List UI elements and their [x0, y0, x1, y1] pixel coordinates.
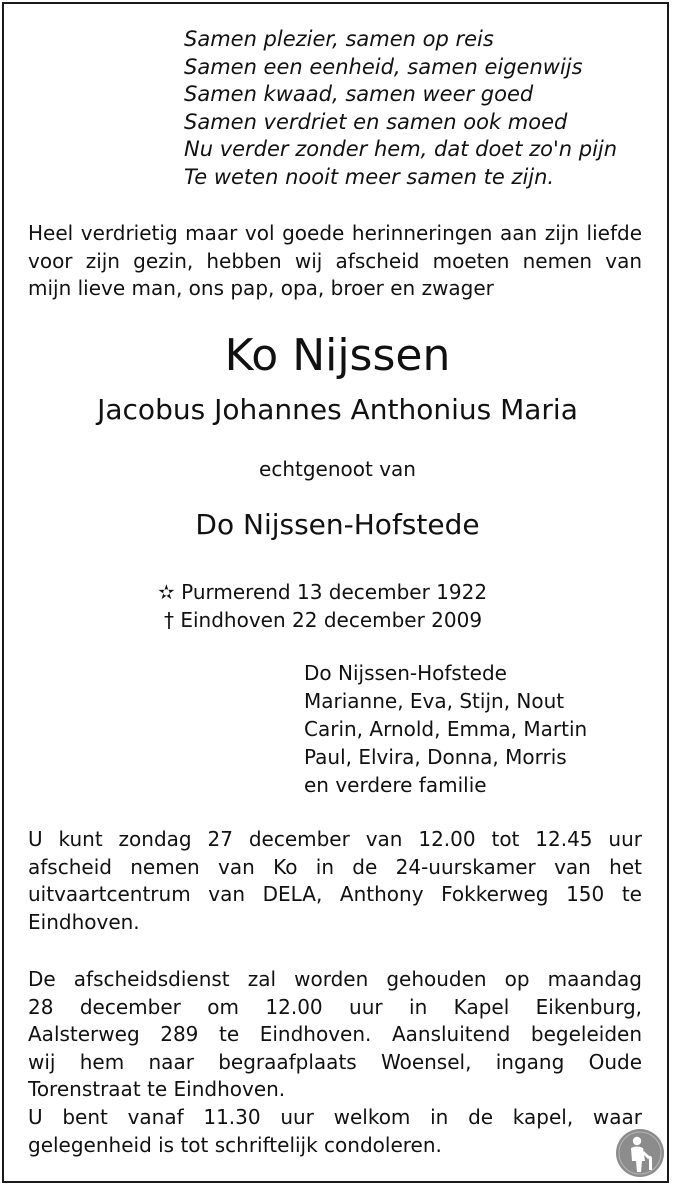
deceased-full-name: Jacobus Johannes Anthonius Maria: [97, 393, 578, 426]
intro-paragraph: [28, 220, 642, 303]
dates: [158, 578, 487, 634]
death-line: [158, 606, 487, 634]
family-line: Carin, Arnold, Emma, Martin: [304, 717, 588, 741]
service-line: Torenstraat te Eindhoven.: [28, 1077, 286, 1102]
service-line: U bent vanaf 11.30 uur welkom in de kapel, waar: [28, 1104, 642, 1129]
spouse-name: Do Nijssen-Hofstede: [195, 508, 480, 541]
family-line: Do Nijssen-Hofstede: [304, 661, 507, 685]
poem-line: Samen kwaad, samen weer goed: [184, 82, 534, 106]
visitation-line: Eindhoven.: [28, 909, 140, 934]
memorial-figure-icon: [615, 1128, 665, 1178]
poem-line: Te weten nooit meer samen te zijn.: [184, 164, 555, 189]
visitation-line: afscheid nemen van Ko in de 24-uurskamer van het: [28, 854, 642, 879]
service-paragraph: [28, 966, 642, 1159]
spouse-label: echtgenoot van: [259, 457, 416, 481]
poem-line: Samen plezier, samen op reis: [184, 27, 494, 51]
poem-line: Samen een eenheid, samen eigenwijs: [184, 54, 583, 79]
service-line: De afscheidsdienst zal worden gehouden op maandag: [28, 967, 642, 991]
deceased-name: Ko Nijssen: [224, 330, 451, 381]
visitation-line: uitvaartcentrum van DELA, Anthony Fokkerweg 150 te: [28, 882, 642, 907]
poem-line: Nu verder zonder hem, dat doet zo'n pijn: [184, 137, 618, 161]
intro-line: mijn lieve man, ons pap, opa, broer en zwager: [28, 276, 494, 301]
death-text: Eindhoven 22 december 2009: [180, 608, 483, 632]
intro-line: Heel verdrietig maar vol goede herinneringen aan zijn liefde: [28, 221, 642, 245]
family-line: en verdere familie: [304, 773, 487, 797]
birth-text: Purmerend 13 december 1922: [181, 580, 488, 604]
family-list: [304, 659, 587, 799]
birth-line: [158, 578, 487, 606]
service-line: gelegenheid is tot schriftelijk condoleren.: [28, 1132, 442, 1157]
family-line: Paul, Elvira, Donna, Morris: [304, 745, 567, 769]
family-line: Marianne, Eva, Stijn, Nout: [304, 689, 565, 713]
visitation-paragraph: [28, 826, 642, 936]
star-icon: ✫: [158, 580, 175, 604]
service-line: wij hem naar begraafplaats Woensel, ingang Oude: [28, 1049, 642, 1074]
poem-line: Samen verdriet en samen ook moed: [184, 109, 568, 134]
service-line: Aalsterweg 289 te Eindhoven. Aansluitend begeleiden: [28, 1022, 642, 1047]
visitation-line: U kunt zondag 27 december van 12.00 tot 12.45 uur: [28, 827, 642, 851]
intro-line: voor zijn gezin, hebben wij afscheid moeten nemen van: [28, 248, 642, 273]
cross-icon: †: [164, 608, 174, 632]
poem: [184, 26, 617, 191]
service-line: 28 december om 12.00 uur in Kapel Eikenburg,: [28, 994, 642, 1019]
